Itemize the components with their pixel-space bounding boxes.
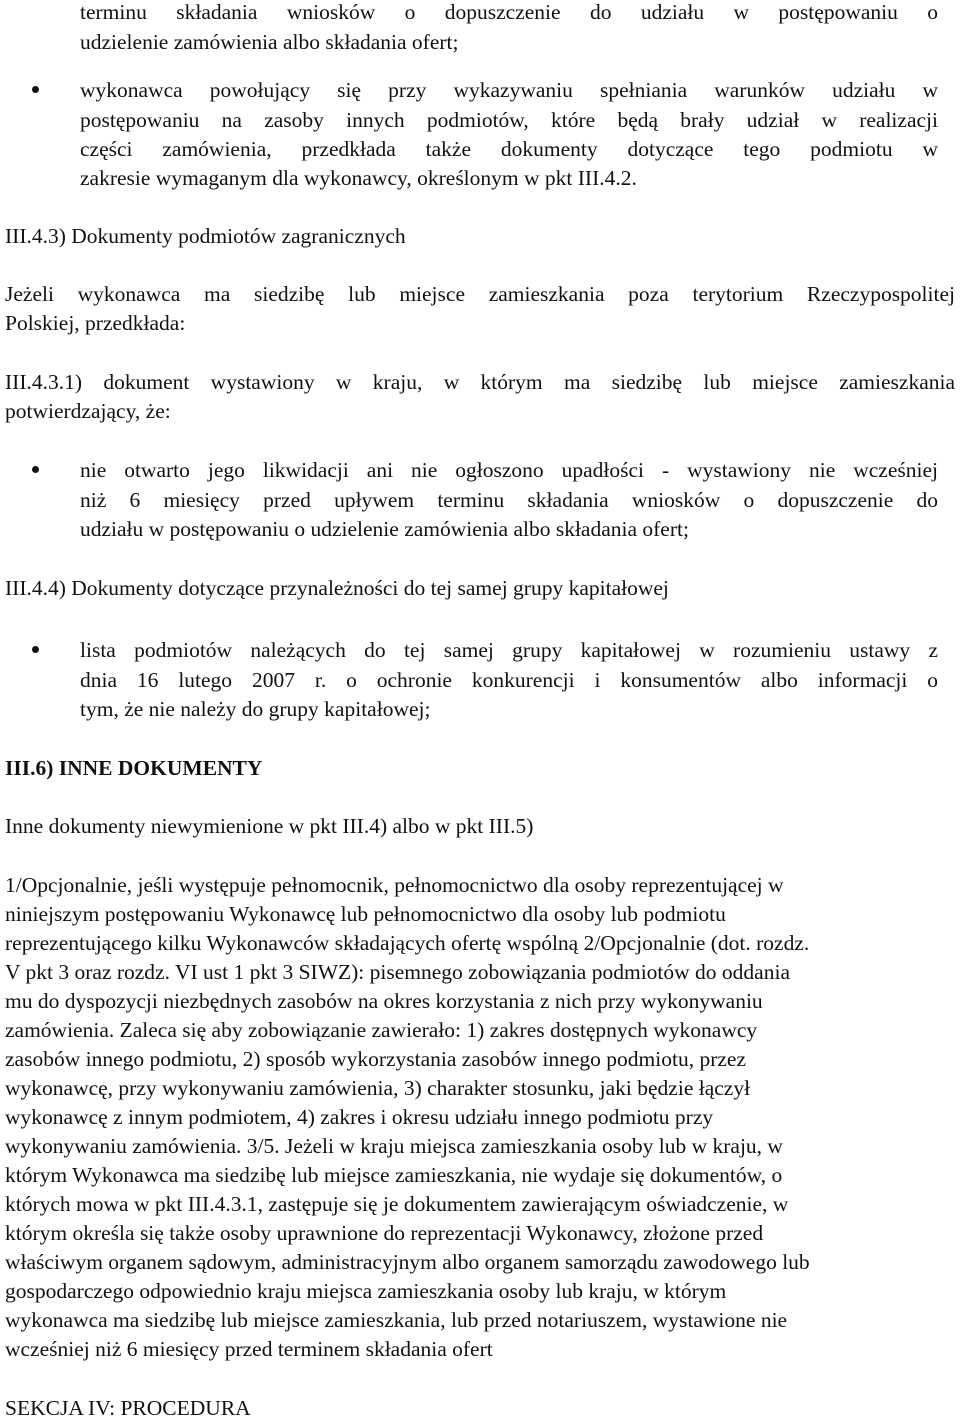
text-line: tym, że nie należy do grupy kapitałowej; [80, 697, 431, 721]
text-line: zakresie wymaganym dla wykonawcy, określonym w pkt III.4.2. [80, 166, 637, 190]
text-line: wcześniej niż 6 miesięcy przed terminem składania ofert [5, 1337, 493, 1361]
text-line: potwierdzający, że: [5, 399, 171, 423]
text-line: niż 6 miesięcy przed upływem terminu składania wniosków o dopuszczenie do [80, 488, 938, 512]
section-heading: SEKCJA IV: PROCEDURA [5, 1396, 251, 1420]
text-line: którym Wykonawca ma siedzibę lub miejsce zamieszkania, nie wydaje się dokumentów, o [5, 1163, 783, 1187]
text-line: V pkt 3 oraz rozdz. VI ust 1 pkt 3 SIWZ): pisemnego zobowiązania podmiotów do oddania [5, 960, 790, 984]
section-heading: III.6) INNE DOKUMENTY [5, 756, 263, 780]
text-line: udzielenie zamówienia albo składania ofert; [80, 30, 459, 54]
text-line: wykonawca powołujący się przy wykazywaniu spełniania warunków udziału w [80, 78, 938, 102]
text-line: niniejszym postępowaniu Wykonawcę lub pełnomocnictwo dla osoby lub podmiotu [5, 902, 726, 926]
text-line: terminu składania wniosków o dopuszczenie do udziału w postępowaniu o [80, 0, 938, 24]
section-heading: III.4.3) Dokumenty podmiotów zagranicznych [5, 224, 406, 248]
text-line: właściwym organem sądowym, administracyjnym albo organem samorządu zawodowego lub [5, 1250, 810, 1274]
bullet-icon [32, 86, 39, 93]
text-line: wykonawcę, przy wykonywaniu zamówienia, 3) charakter stosunku, jaki będzie łączył [5, 1076, 751, 1100]
text-line: III.4.3.1) dokument wystawiony w kraju, w którym ma siedzibę lub miejsce zamieszkania [5, 370, 955, 394]
text-line: Jeżeli wykonawca ma siedzibę lub miejsce zamieszkania poza terytorium Rzeczypospolitej [5, 282, 955, 306]
section-heading: III.4.4) Dokumenty dotyczące przynależności do tej samej grupy kapitałowej [5, 576, 669, 600]
text-line: postępowaniu na zasoby innych podmiotów, które będą brały udział w realizacji [80, 108, 938, 132]
text-line: udziału w postępowaniu o udzielenie zamówienia albo składania ofert; [80, 517, 689, 541]
text-line: mu do dyspozycji niezbędnych zasobów na okres korzystania z nich przy wykonywaniu [5, 989, 763, 1013]
text-line: 1/Opcjonalnie, jeśli występuje pełnomocnik, pełnomocnictwo dla osoby reprezentującej w [5, 873, 784, 897]
text-line: dnia 16 lutego 2007 r. o ochronie konkurencji i konsumentów albo informacji o [80, 668, 938, 692]
text-line: lista podmiotów należących do tej samej grupy kapitałowej w rozumieniu ustawy z [80, 638, 938, 662]
text-line: reprezentującego kilku Wykonawców składających ofertę wspólną 2/Opcjonalnie (dot. rozdz. [5, 931, 810, 955]
subheading: Inne dokumenty niewymienione w pkt III.4) albo w pkt III.5) [5, 814, 534, 838]
text-line: których mowa w pkt III.4.3.1, zastępuje się je dokumentem zawierającym oświadczenie, w [5, 1192, 789, 1216]
text-line: części zamówienia, przedkłada także dokumenty dotyczące tego podmiotu w [80, 137, 938, 161]
text-line: zamówienia. Zaleca się aby zobowiązanie zawierało: 1) zakres dostępnych wykonawcy [5, 1018, 758, 1042]
bullet-icon [32, 466, 39, 473]
text-line: wykonywaniu zamówienia. 3/5. Jeżeli w kraju miejsca zamieszkania osoby lub w kraju, w [5, 1134, 783, 1158]
bullet-icon [32, 646, 39, 653]
text-line: wykonawcę z innym podmiotem, 4) zakres i okresu udziału innego podmiotu przy [5, 1105, 714, 1129]
text-line: którym określa się także osoby uprawnione do reprezentacji Wykonawcy, złożone przed [5, 1221, 764, 1245]
text-line: Polskiej, przedkłada: [5, 311, 186, 335]
text-line: zasobów innego podmiotu, 2) sposób wykorzystania zasobów innego podmiotu, przez [5, 1047, 747, 1071]
text-line: nie otwarto jego likwidacji ani nie ogłoszono upadłości - wystawiony nie wcześniej [80, 458, 938, 482]
text-line: gospodarczego odpowiednio kraju miejsca zamieszkania osoby lub kraju, w którym [5, 1279, 727, 1303]
text-line: wykonawca ma siedzibę lub miejsce zamieszkania, lub przed notariuszem, wystawione nie [5, 1308, 788, 1332]
